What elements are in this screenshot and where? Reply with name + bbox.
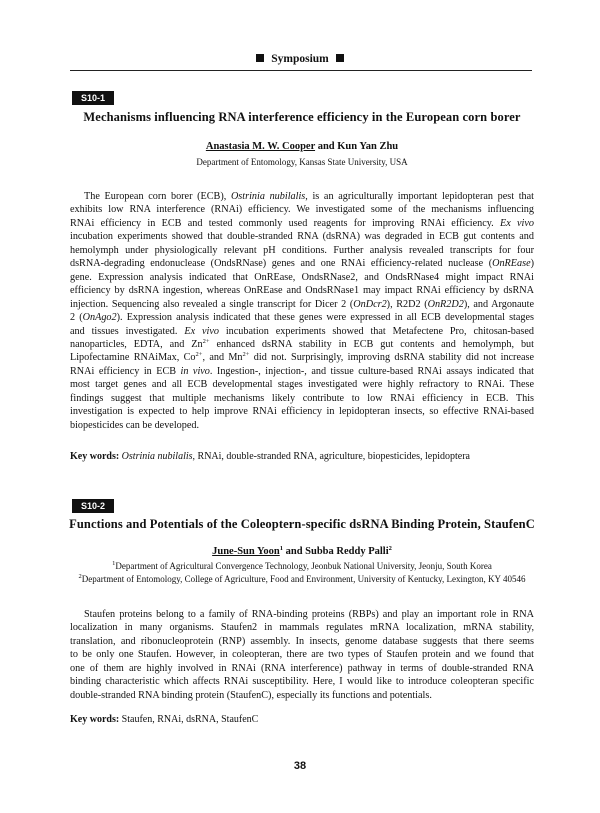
- header-rule: [70, 70, 532, 71]
- abstract-line: nanoparticles, EDTA, and $Zn^{2+}$ enhanced dsRNA stability in ECB gut contents and hemolymph, but: [70, 337, 534, 350]
- keywords-text: Ostrinia nubilalis, RNAi, double-stranded RNA, agriculture, biopesticides, lepidoptera: [121, 451, 470, 462]
- keywords-label: Key words:: [70, 451, 120, 462]
- affiliation-2: $^2$Department of Entomology, College of Agriculture, Food and Environment, University of Kentucky, Lexington, KY 40546: [78, 573, 526, 584]
- abstract-line: injection. Sequencing also revealed a single transcript for Dicer 2 (OnDcr2), R2D2 (OnR2D2), and Argonaute: [70, 298, 534, 310]
- presenting-author: June-Sun Yoon: [212, 546, 280, 557]
- paper-title: Mechanisms influencing RNA interference efficiency in the European corn borer: [83, 110, 521, 124]
- abstract-line: and tissues investigated. Ex vivo incubation experiments showed that Metafectene Pro, chitosan-based: [70, 325, 534, 337]
- abstract-line: hemolymph under physiologically relevant pH conditions. Further analysis revealed transcripts for four: [70, 244, 534, 256]
- presenting-author: Anastasia M. W. Cooper: [205, 141, 316, 152]
- square-bullet-icon: [256, 54, 264, 62]
- paper-code-badge: S10-2: [72, 499, 114, 513]
- keywords-text: Staufen, RNAi, dsRNA, StaufenC: [119, 714, 259, 725]
- section-header: [0, 53, 600, 65]
- abstract-line: RNAi efficiency in ECB and tested commonly used reagents for improving RNAi efficiency. Ex vivo: [70, 217, 535, 229]
- abstract-line: 2 (OnAgo2). Expression analysis indicated that these genes were expressed in all ECB developmental stages: [70, 312, 534, 324]
- abstract-line: Lipofectamine RNAiMax, $Co^{2+}$, and $Mn^{2+}$ did not. Surprisingly, improving dsRNA stability did not increase: [70, 351, 534, 364]
- keywords: [70, 451, 534, 462]
- abstract-line: translation, and ribonucleoprotein (RNP) assembly. In insects, genome database suggests that there seems: [70, 635, 534, 647]
- section-title: Symposium: [271, 53, 329, 65]
- keywords-label: Key words:: [70, 714, 120, 725]
- abstract-line: binding characteristic which affects RNAi susceptibility. Here, I would like to introduce coleopteran specific: [70, 676, 534, 688]
- abstract-line: exhibits low RNA interference (RNAi) efficiency. We investigated some of the mechanisms influencing: [70, 204, 534, 216]
- abstract-line: investigation is expected to help improve RNAi efficiency in lepidopteran insects, so effective RNAi-based: [70, 406, 534, 418]
- abstract-line: gene. Expression analysis indicated that OnREase, OndsRNase2, and OndsRNase4 might impact RNAi: [70, 271, 534, 283]
- abstract-line: to be only one Staufen. However, in coleopteran, there are two types of Staufen protein and we found that: [70, 649, 534, 661]
- abstract-line: The European corn borer (ECB), Ostrinia nubilalis, is an agriculturally important lepidopteran pest that: [84, 191, 534, 202]
- abstract-line: double-stranded RNA binding protein (StaufenC), especially its functions and potentials.: [70, 689, 432, 701]
- abstract-line: dsRNA-degrading endonuclease (OndsRNase) genes and one RNAi efficiency-related nuclease (OnREase): [70, 258, 534, 270]
- abstract-line: most target genes and all ECB developmental stages investigated were highly refractory to RNAi. These: [70, 379, 534, 391]
- abstract-line: efficiency by dsRNA ingestion, whereas OnREase and OndsRNase1 may impact RNAi efficiency by dsRNA: [70, 285, 534, 297]
- abstract: [70, 190, 534, 432]
- keywords: [70, 714, 534, 725]
- affiliation-1: $^1$Department of Agricultural Convergence Technology, Jeonbuk National University, Jeonju, South Korea: [112, 560, 492, 571]
- abstract: [70, 608, 534, 702]
- abstract-line: localization in many organisms. Staufen2 in mammals regulates mRNA localization, mRNA stability,: [70, 622, 534, 634]
- abstract-line: findings suggest that multiple mechanisms likely contribute to low RNAi efficiency in ECB. This: [70, 392, 534, 404]
- square-bullet-icon: [336, 54, 344, 62]
- page-number: 38: [293, 760, 307, 772]
- abstract-line: RNAi efficiency in ECB in vivo. Ingestion-, injection-, and tissue culture-based RNAi assays indicated that: [70, 365, 534, 377]
- paper-title: Functions and Potentials of the Coleoptern-specific dsRNA Binding Protein, StaufenC: [69, 517, 535, 531]
- abstract-line: Staufen proteins belong to a family of RNA-binding proteins (RBPs) and play an important role in RNA: [84, 609, 534, 620]
- abstract-line: one of them are highly involved in RNAi (RNA interference) pathway in terms of double-stranded RNA: [70, 662, 534, 674]
- paper-authors: [60, 141, 544, 152]
- abstract-line: biopesticides can be developed.: [70, 419, 199, 431]
- affiliation: Department of Entomology, Kansas State University, USA: [196, 157, 408, 167]
- co-authors: and Kun Yan Zhu: [315, 141, 399, 152]
- co-authors: and Subba Reddy Palli: [282, 546, 389, 557]
- paper-code-badge: S10-1: [72, 91, 114, 105]
- abstract-line: incubation experiments showed that double-stranded RNA (dsRNA) was degraded in ECB gut contents and: [70, 231, 534, 243]
- paper-authors: June-Sun Yoon$^1$ and Subba Reddy Palli$^2$: [212, 545, 392, 557]
